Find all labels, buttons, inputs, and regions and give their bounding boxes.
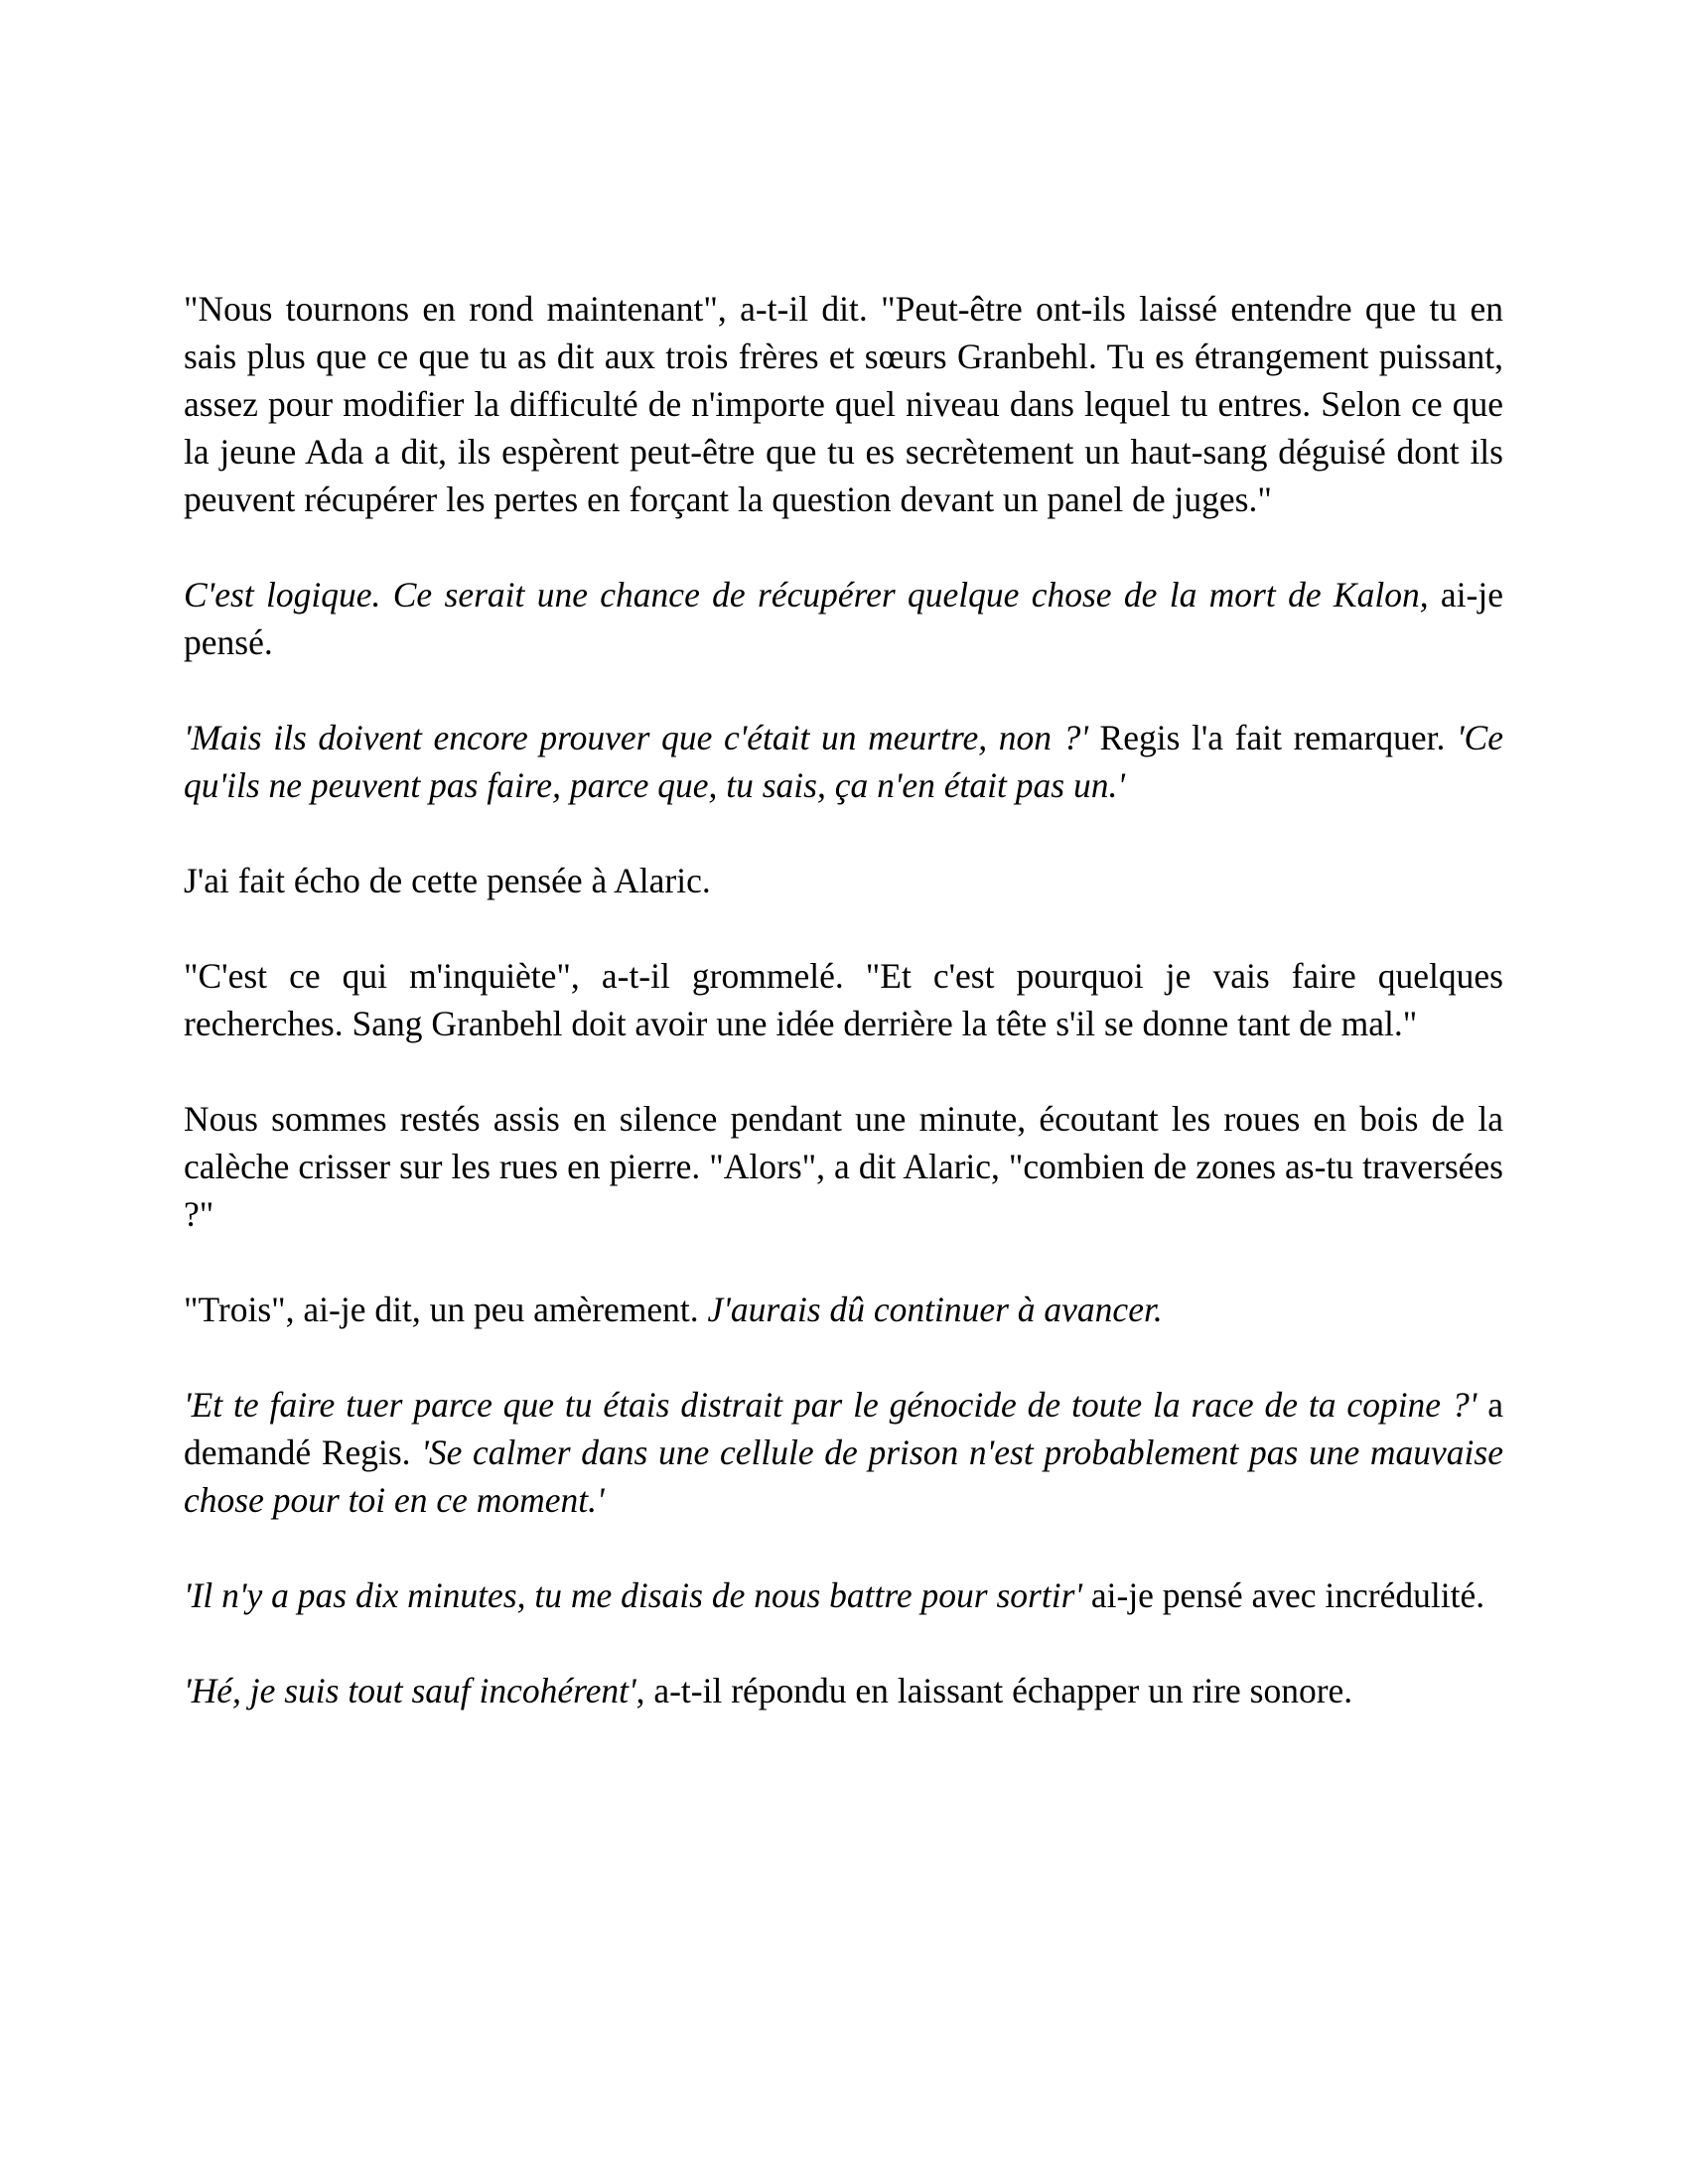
paragraph-1 [184,285,1503,523]
paragraph-3 [184,714,1503,809]
italic-thought-run: C'est logique. Ce serait une chance de récupérer quelque chose de la mort de Kalon, [184,575,1429,614]
italic-thought-run: 'Il n'y a pas dix minutes, tu me disais de nous battre pour sortir' [184,1575,1082,1615]
document-page [184,285,1503,1762]
italic-thought-run: 'Hé, je suis tout sauf incohérent' [184,1671,636,1710]
paragraph-9 [184,1571,1503,1619]
italic-thought-run: 'Ce qu'ils ne peuvent pas faire, parce que, tu sais, ça n'en était pas un.' [184,718,1503,805]
text-run: , a-t-il répondu en laissant échapper un rire sonore. [635,1671,1353,1710]
text-run: a demandé Regis. [184,1385,1503,1472]
text-run: J'ai fait écho de cette pensée à Alaric. [184,861,711,900]
italic-thought-run: 'Se calmer dans une cellule de prison n'est probablement pas une mauvaise chose pour toi en ce moment.' [184,1433,1503,1520]
paragraph-5 [184,952,1503,1047]
paragraph-8 [184,1381,1503,1524]
text-run: "Nous tournons en rond maintenant", a-t-il dit. "Peut-être ont-ils laissé entendre que tu en sais plus que ce que tu as dit aux trois frères et sœurs Granbehl. Tu es étrangement puissant, assez pour modifier la difficulté de n'importe quel niveau dans lequel tu entres. Selon ce que la jeune Ada a dit, ils espèrent peut-être que tu es secrètement un haut-sang déguisé dont ils peuvent récupérer les pertes en forçant la question devant un panel de juges." [184,289,1503,519]
italic-thought-run: J'aurais dû continuer à avancer. [707,1290,1163,1329]
italic-thought-run: 'Et te faire tuer parce que tu étais distrait par le génocide de toute la race de ta copine ?' [184,1385,1477,1425]
paragraph-4 [184,857,1503,904]
text-run: ai-je pensé. [184,575,1503,662]
paragraph-2 [184,571,1503,666]
text-run: ai-je pensé avec incrédulité. [1082,1575,1485,1615]
text-run: "C'est ce qui m'inquiète", a-t-il grommelé. "Et c'est pourquoi je vais faire quelques recherches. Sang Granbehl doit avoir une idée derrière la tête s'il se donne tant de mal." [184,956,1503,1043]
paragraph-10 [184,1667,1503,1714]
text-run: "Trois", ai-je dit, un peu amèrement. [184,1290,708,1329]
paragraph-7 [184,1286,1503,1333]
text-run: Nous sommes restés assis en silence pendant une minute, écoutant les roues en bois de la calèche crisser sur les rues en pierre. "Alors", a dit Alaric, "combien de zones as-tu traversées ?" [184,1099,1503,1234]
text-run: Regis l'a fait remarquer. [1087,718,1457,757]
italic-thought-run: 'Mais ils doivent encore prouver que c'était un meurtre, non ?' [184,718,1088,757]
paragraph-6 [184,1095,1503,1238]
